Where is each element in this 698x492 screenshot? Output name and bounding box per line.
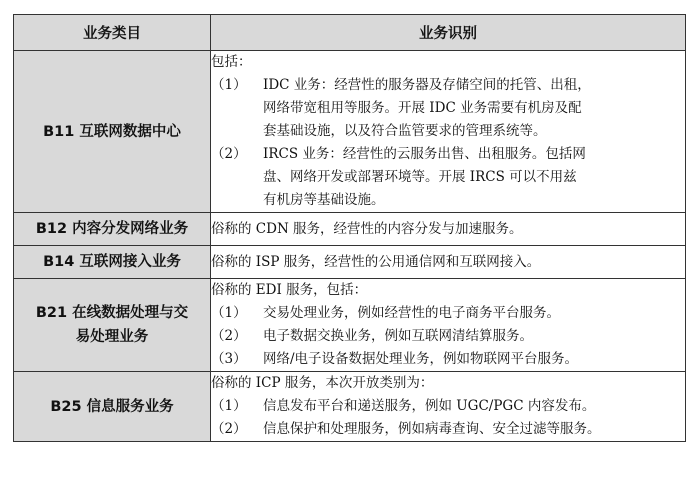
list-item bbox=[211, 325, 685, 348]
description-cell bbox=[211, 51, 686, 213]
item-number: （1） bbox=[211, 305, 247, 321]
item-number: （2） bbox=[211, 146, 247, 162]
list-item bbox=[211, 395, 685, 418]
item-text: 有机房等基础设施。 bbox=[263, 192, 385, 208]
business-category-table bbox=[13, 14, 686, 442]
item-number: （1） bbox=[211, 77, 247, 93]
table-row bbox=[14, 246, 686, 279]
list-item bbox=[211, 74, 685, 143]
description-intro: 俗称的 ICP 服务，本次开放类别为： bbox=[211, 375, 434, 391]
category-cell: B12 内容分发网络业务 bbox=[14, 213, 211, 246]
description-intro: 俗称的 EDI 服务，包括： bbox=[211, 282, 368, 298]
header-category: 业务类目 bbox=[14, 15, 211, 51]
item-text: 套基础设施，以及符合监管要求的管理系统等。 bbox=[263, 123, 547, 139]
header-identification: 业务识别 bbox=[211, 15, 686, 51]
description-cell bbox=[211, 372, 686, 442]
list-item bbox=[211, 302, 685, 325]
table-row bbox=[14, 372, 686, 442]
table-header-row bbox=[14, 15, 686, 51]
category-line: B21 在线数据处理与交 bbox=[35, 305, 189, 321]
item-text: 信息保护和处理服务，例如病毒查询、安全过滤等服务。 bbox=[263, 421, 601, 437]
item-text: IRCS 业务：经营性的云服务出售、出租服务。包括网 bbox=[263, 146, 586, 162]
item-number: （2） bbox=[211, 421, 247, 437]
description-intro: 包括： bbox=[211, 54, 252, 70]
item-text: 电子数据交换业务，例如互联网清结算服务。 bbox=[263, 328, 533, 344]
category-line: 易处理业务 bbox=[75, 329, 149, 345]
category-cell: B25 信息服务业务 bbox=[14, 372, 211, 442]
item-text: 网络带宽租用等服务。开展 IDC 业务需要有机房及配 bbox=[263, 100, 582, 116]
category-cell: B11 互联网数据中心 bbox=[14, 51, 211, 213]
table-row bbox=[14, 279, 686, 372]
description-cell bbox=[211, 213, 686, 246]
item-text: 盘、网络开发或部署环境等。开展 IRCS 可以不用兹 bbox=[263, 169, 577, 185]
table-row bbox=[14, 51, 686, 213]
item-text: IDC 业务：经营性的服务器及存储空间的托管、出租， bbox=[263, 77, 591, 93]
category-cell bbox=[14, 279, 211, 372]
description-text: 俗称的 CDN 服务，经营性的内容分发与加速服务。 bbox=[211, 220, 523, 237]
item-text: 交易处理业务，例如经营性的电子商务平台服务。 bbox=[263, 305, 560, 321]
item-text: 网络/电子设备数据处理业务，例如物联网平台服务。 bbox=[263, 351, 579, 367]
item-text: 信息发布平台和递送服务，例如 UGC/PGC 内容发布。 bbox=[263, 398, 596, 414]
list-item bbox=[211, 348, 685, 371]
description-text: 俗称的 ISP 服务，经营性的公用通信网和互联网接入。 bbox=[211, 253, 541, 270]
list-item bbox=[211, 418, 685, 441]
item-number: （1） bbox=[211, 398, 247, 414]
category-cell: B14 互联网接入业务 bbox=[14, 246, 211, 279]
list-item bbox=[211, 143, 685, 212]
item-number: （2） bbox=[211, 328, 247, 344]
table-row bbox=[14, 213, 686, 246]
description-cell bbox=[211, 279, 686, 372]
description-cell bbox=[211, 246, 686, 279]
item-number: （3） bbox=[211, 351, 247, 367]
